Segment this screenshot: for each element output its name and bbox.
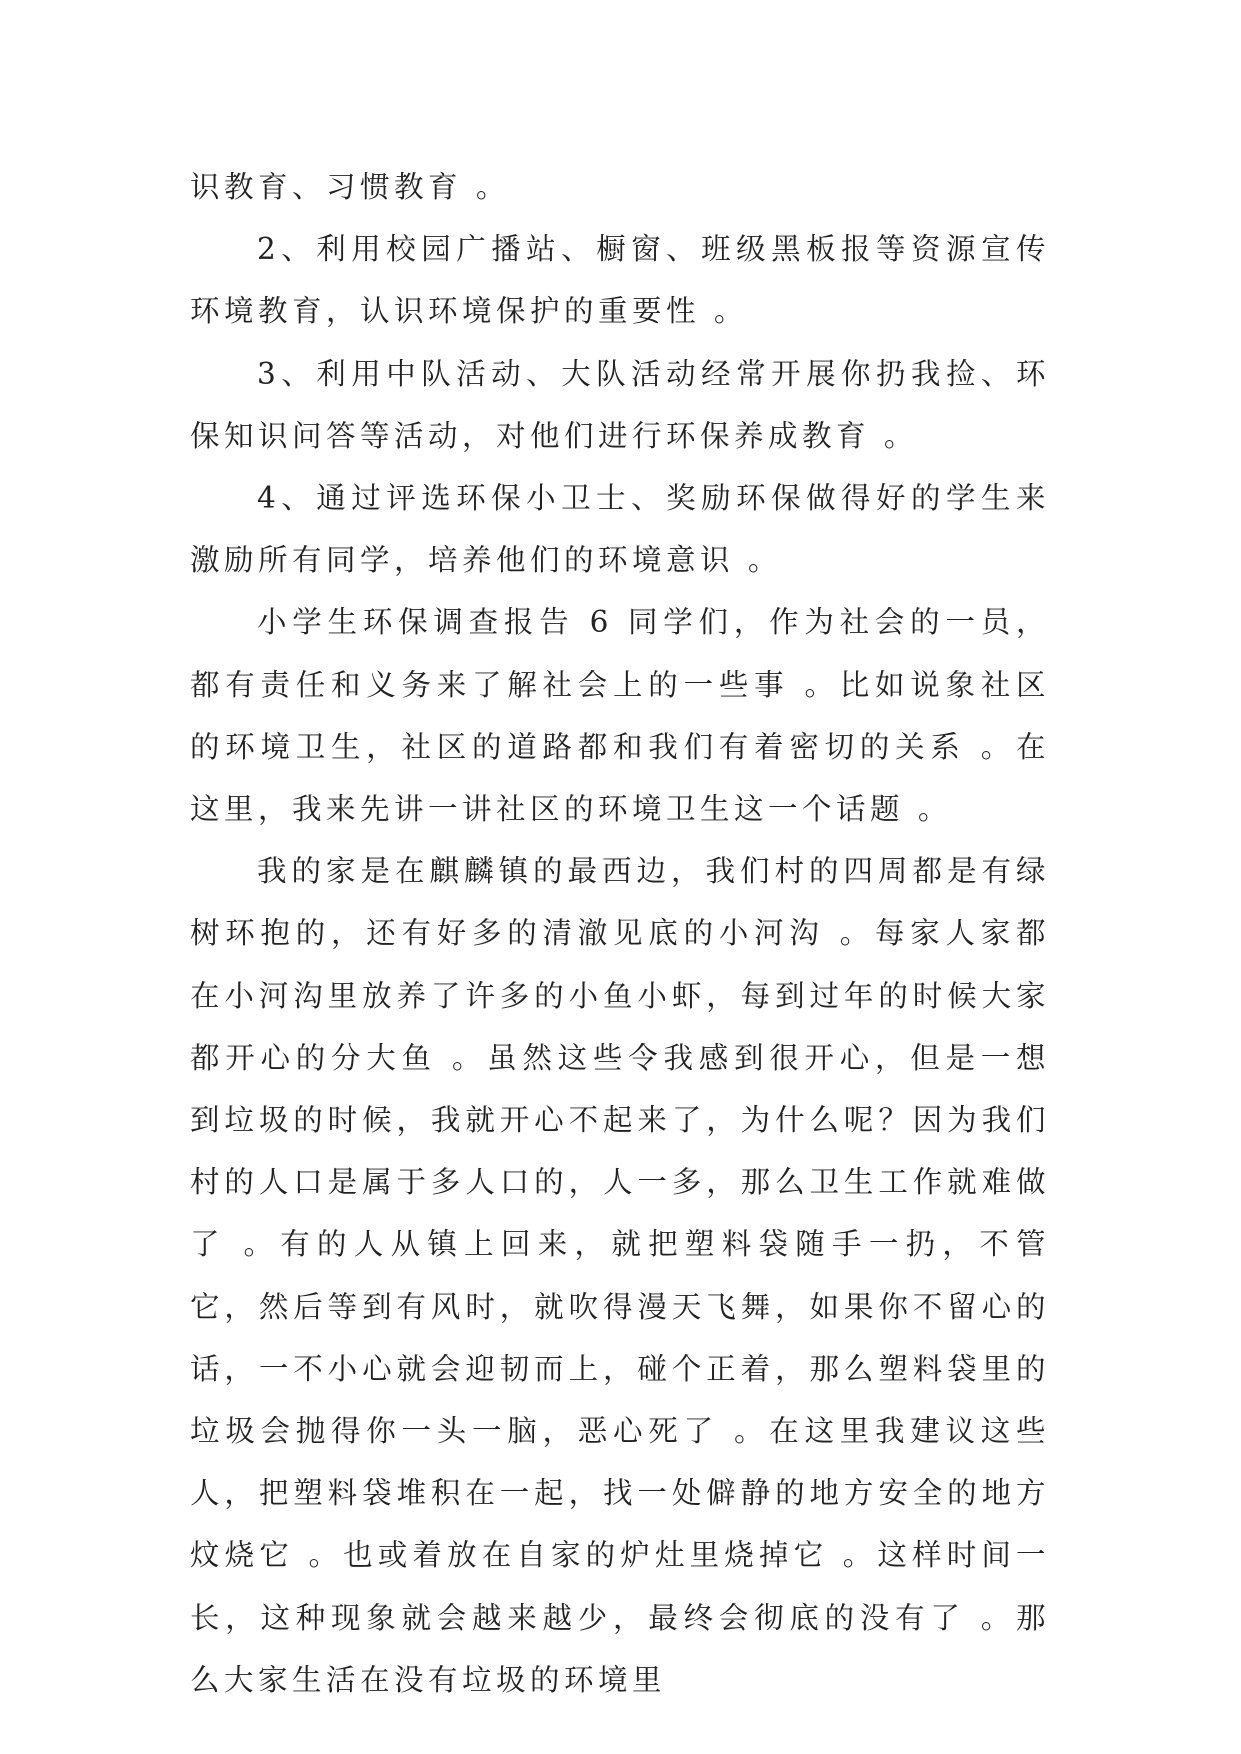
paragraph-continuation: 识教育、习惯教育 。 [190,170,510,204]
paragraph-item-4: 4、通过评选环保小卫士、奖励环保做得好的学生来激励所有同学，培养他们的环境意识 。 [190,481,1050,578]
paragraph-report-intro: 小学生环保调查报告 6 同学们，作为社会的一员，都有责任和义务来了解社会上的一些事 。比如说象社区的环境卫生，社区的道路都和我们有着密切的关系 。在这里，我来先讲一讲社区的环境卫生这一个话题 。 [190,605,1050,827]
document-body [190,156,1050,1711]
paragraph-item-2: 2、利用校园广播站、橱窗、班级黑板报等资源宣传环境教育，认识环境保护的重要性 。 [190,232,1050,329]
paragraph-item-3: 3、利用中队活动、大队活动经常开展你扔我捡、环保知识问答等活动，对他们进行环保养成教育 。 [190,356,1050,453]
paragraph-village-description: 我的家是在麒麟镇的最西边，我们村的四周都是有绿树环抱的，还有好多的清澈见底的小河沟 。每家人家都在小河沟里放养了许多的小鱼小虾，每到过年的时候大家都开心的分大鱼 。虽然这些令我感到很开心，但是一想到垃圾的时候，我就开心不起来了，为什么呢？因为我们村的人口是属于多人口的，人一多，那么卫生工作就难做了 。有的人从镇上回来，就把塑料袋随手一扔，不管它，然后等到有风时，就吹得漫天飞舞，如果你不留心的话，一不小心就会迎韧而上，碰个正着，那么塑料袋里的垃圾会抛得你一头一脑，恶心死了 。在这里我建议这些人，把塑料袋堆积在一起，找一处僻静的地方安全的地方炆烧它 。也或着放在自家的炉灶里烧掉它 。这样时间一长，这种现象就会越来越少，最终会彻底的没有了 。那么大家生活在没有垃圾的环境里 [190,854,1050,1697]
